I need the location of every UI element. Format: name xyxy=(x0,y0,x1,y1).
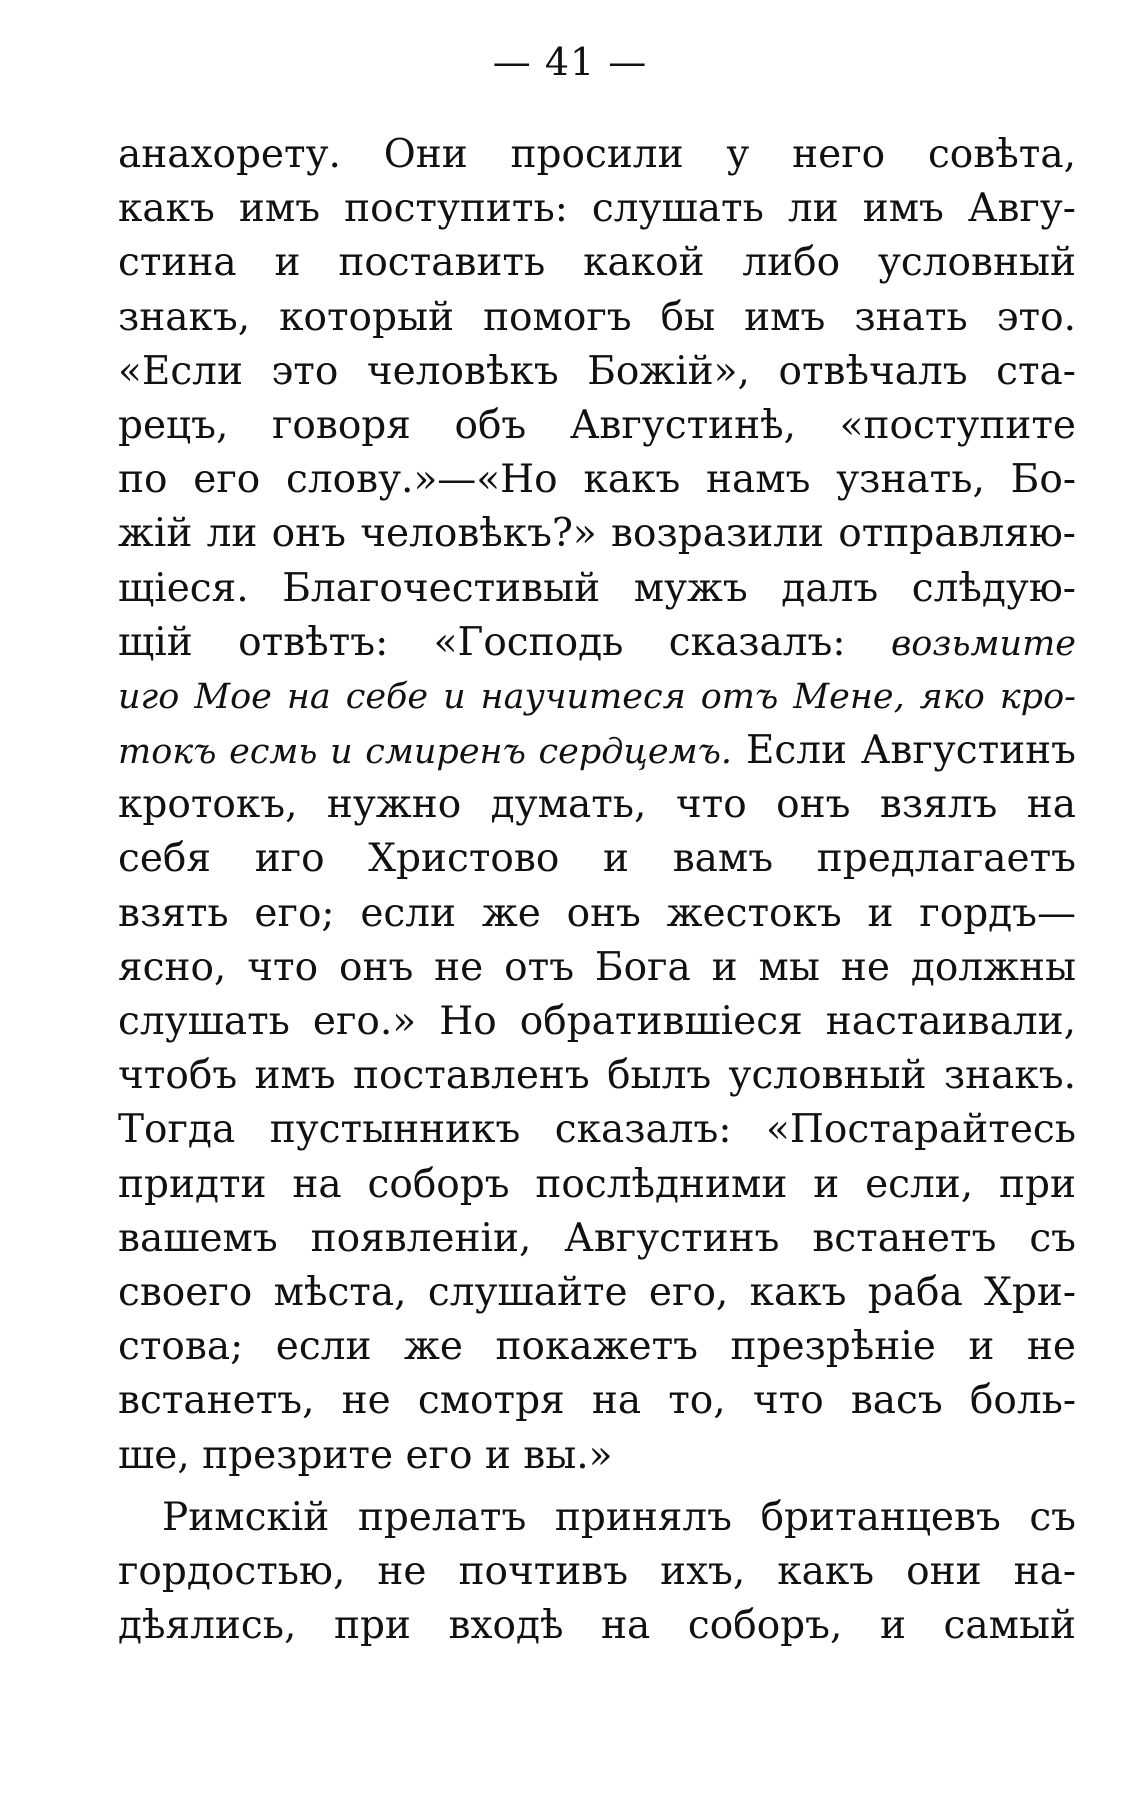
text-line: взять его; если же онъ жестокъ и гордъ— xyxy=(118,890,1076,936)
text-line: встанетъ, не смотря на то, что васъ боль- xyxy=(118,1378,1076,1424)
text-line: себя иго Христово и вамъ предлагаетъ xyxy=(118,836,1076,882)
text-line: гордостью, не почтивъ ихъ, какъ они на- xyxy=(118,1548,1076,1594)
text-line-mixed xyxy=(118,724,1076,778)
text-fragment: щій отвѣтъ: «Господь сказалъ: xyxy=(118,619,846,665)
text-line: щіеся. Благочестивый мужъ далъ слѣдую- xyxy=(118,565,1076,611)
text-line: своего мѣста, слушайте его, какъ раба Хри- xyxy=(118,1269,1076,1315)
paragraph-first-line: Римскій прелатъ принялъ британцевъ съ xyxy=(162,1494,1076,1540)
text-line: рецъ, говоря объ Августинѣ, «поступите xyxy=(118,402,1076,448)
italic-quote-line: иго Мое на себе и научитеся отъ Мене, яко кро- xyxy=(118,676,1076,717)
text-line: вашемъ появленіи, Августинъ встанетъ съ xyxy=(118,1215,1076,1261)
text-line-mixed xyxy=(118,616,1076,670)
text-line: дѣялись, при входѣ на соборъ, и самый xyxy=(118,1603,1076,1649)
text-line: стова; если же покажетъ презрѣніе и не xyxy=(118,1324,1076,1370)
text-line: ясно, что онъ не отъ Бога и мы не должны xyxy=(118,944,1076,990)
paragraph-last-line: ше, презрите его и вы.» xyxy=(118,1432,613,1478)
text-line: знакъ, который помогъ бы имъ знать это. xyxy=(118,294,1076,340)
text-line: какъ имъ поступить: слушать ли имъ Авгу- xyxy=(118,186,1076,232)
page-number: — 41 — xyxy=(492,40,648,84)
body-text xyxy=(118,128,1076,1653)
text-line: чтобъ имъ поставленъ былъ условный знакъ. xyxy=(118,1053,1076,1099)
text-line: придти на соборъ послѣдними и если, при xyxy=(118,1161,1076,1207)
text-line: по его слову.»—«Но какъ намъ узнать, Бо- xyxy=(118,457,1076,503)
text-line: жій ли онъ человѣкъ?» возразили отправляю- xyxy=(118,511,1076,557)
italic-quote: возьмите xyxy=(890,623,1076,664)
text-line: «Если это человѣкъ Божій», отвѣчалъ ста- xyxy=(118,348,1076,394)
text-line: стина и поставить какой либо условный xyxy=(118,240,1076,286)
text-fragment: Если Августинъ xyxy=(745,728,1076,774)
text-line: Тогда пустынникъ сказалъ: «Постарайтесь xyxy=(118,1107,1076,1153)
italic-quote: токъ есмь и смиренъ сердцемъ. xyxy=(118,732,733,773)
text-line: кротокъ, нужно думать, что онъ взялъ на xyxy=(118,782,1076,828)
text-line: слушать его.» Но обратившіеся настаивали, xyxy=(118,999,1076,1044)
text-line: анахорету. Они просили у него совѣта, xyxy=(118,132,1076,177)
